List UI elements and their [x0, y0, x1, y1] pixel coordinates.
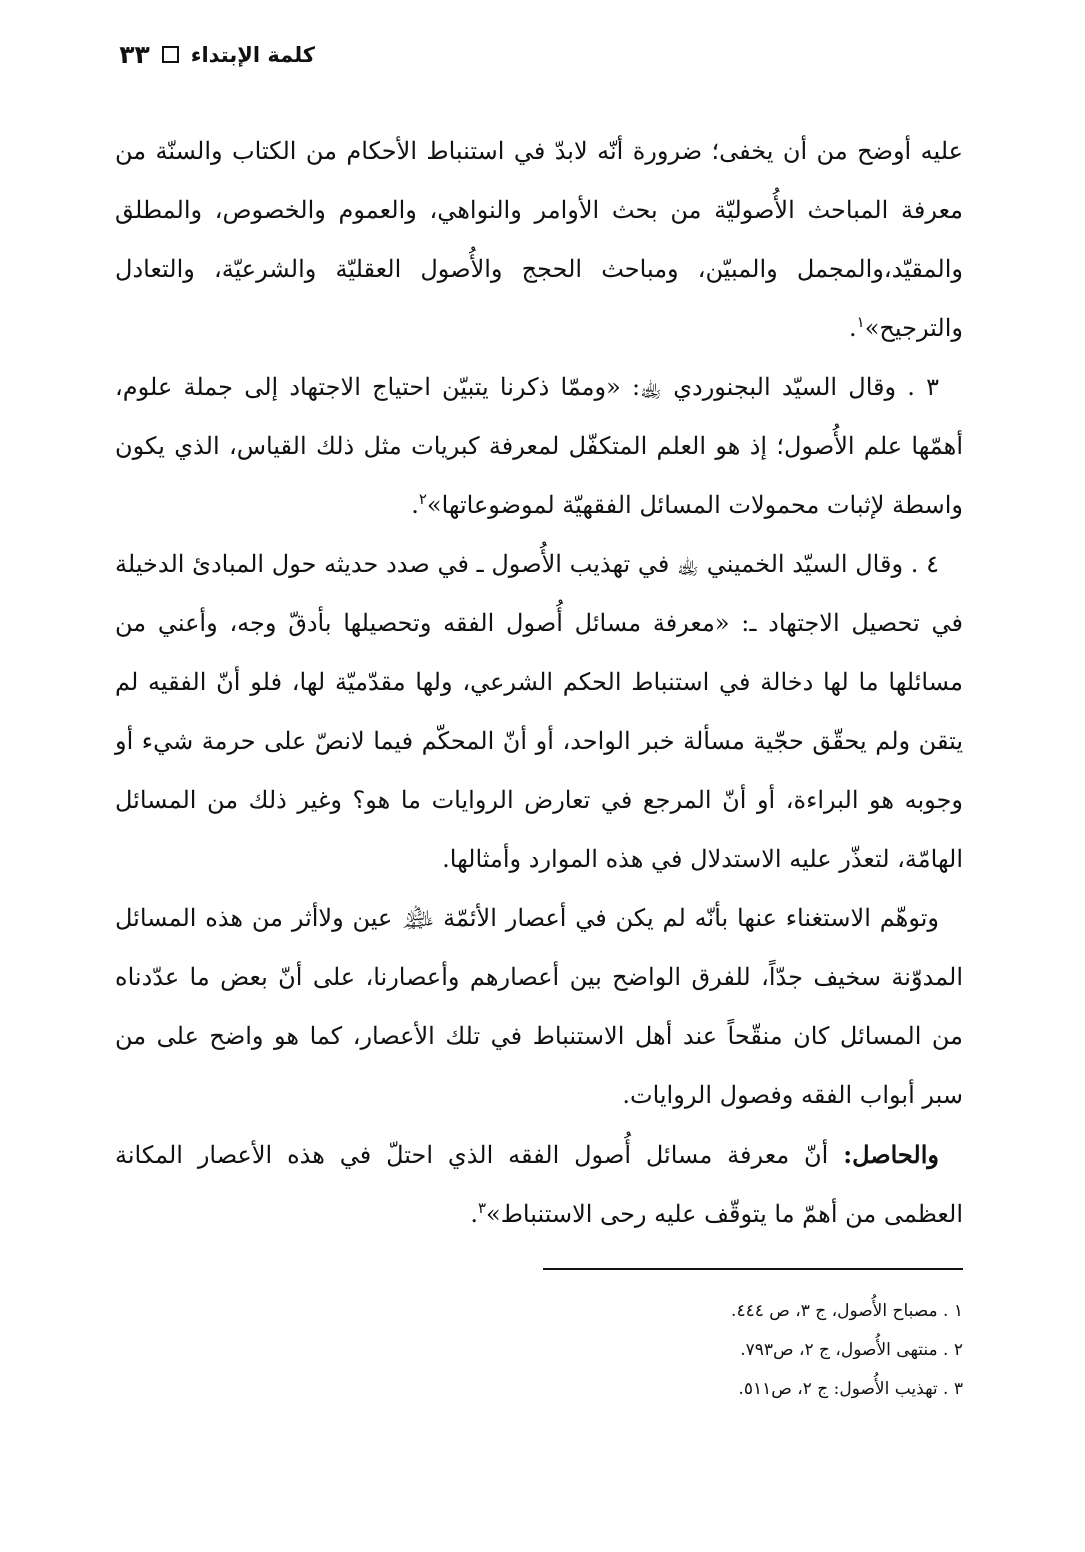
footnote-item: ٢ . منتهى الأُصول، ج ٢، ص٧٩٣. — [740, 1340, 963, 1360]
paragraph-imams-era — [115, 889, 963, 1125]
footnote-item: ١ . مصباح الأُصول، ج ٣، ص ٤٤٤. — [731, 1301, 963, 1321]
paragraph-text: أنّ معرفة مسائل أُصول الفقه الذي احتلّ في هذه الأعصار المكانة العظمى من أهمّ ما يتوقّف عليه رحى الاستنباط» — [115, 1141, 963, 1228]
square-ornament-icon — [162, 46, 179, 63]
paragraph-bujnurdi-quote — [115, 358, 963, 535]
paragraph-conclusion — [115, 1125, 963, 1244]
footnote-reference: ٣ — [477, 1199, 487, 1217]
sentence-end: . — [411, 491, 419, 519]
paragraph-lead-word: والحاصل: — [843, 1140, 939, 1169]
paragraph-continuation — [115, 122, 963, 358]
sentence-end: . — [470, 1200, 478, 1228]
footnote-item: ٣ . تهذيب الأُصول: ج ٢، ص٥١١. — [738, 1379, 963, 1399]
paragraph-text: عليه أوضح من أن يخفى؛ ضرورة أنّه لابدّ في استنباط الأحكام من الكتاب والسنّة من معرفة المباحث الأُصوليّة من بحث الأوامر والنواهي، والعموم والخصوص، والمطلق والمقيّد،والمجمل والمبيّن، ومباحث الحجج والأُصول العقليّة والشرعيّة، والتعادل والترجيح» — [115, 137, 964, 342]
footnote-reference: ١ — [856, 313, 865, 331]
footnotes — [403, 1292, 963, 1409]
paragraph-text: ٤ . وقال السيّد الخميني ﵀ في تهذيب الأُصول ـ في صدد حديثه حول المبادئ الدخيلة في تحصيل الاجتهاد ـ: «معرفة مسائل أُصول الفقه وتحصيلها بأدقّ وجه، وأعني من مسائلها ما لها دخالة في استنباط الحكم الشرعي، ولها مقدّميّة لها، فلو أنّ الفقيه لم يتقن ولم يحقّق حجّية مسألة خبر الواحد، أو أنّ المحكّم فيما لانصّ على حرمة شيء أو وجوبه هو البراءة، أو أنّ المرجع في تعارض الروايات ما هو؟ وغير ذلك من المسائل الهامّة، لتعذّر عليه الاستدلال في هذه الموارد وأمثالها. — [115, 550, 964, 873]
sentence-end: . — [848, 314, 857, 342]
chapter-title: كلمة الإبتداء — [190, 42, 315, 67]
main-text — [115, 122, 963, 1244]
running-header — [55, 40, 315, 69]
page-number: ٣٣ — [119, 40, 150, 69]
paragraph-text: ٣ . وقال السيّد البجنوردي ﵀: «وممّا ذكرنا يتبيّن احتياج الاجتهاد إلى جملة علوم، أهمّها علم الأُصول؛ إذ هو العلم المتكفّل لمعرفة كبريات مثل ذلك القياس، الذي يكون واسطة لإثبات محمولات المسائل الفقهيّة لموضوعاتها» — [115, 373, 963, 519]
footnote-separator — [543, 1268, 963, 1270]
footnote-reference: ٢ — [418, 490, 427, 508]
paragraph-text: وتوهّم الاستغناء عنها بأنّه لم يكن في أعصار الأئمّة ﵈ عين ولاأثر من هذه المسائل المدوّنة سخيف جدّاً، للفرق الواضح بين أعصارهم وأعصارنا، على أنّ بعض ما عدّدناه من المسائل كان منقّحاً عند أهل الاستنباط في تلك الأعصار، كما هو واضح على من سبر أبواب الفقه وفصول الروايات. — [115, 904, 963, 1109]
paragraph-khomeini-quote — [115, 535, 963, 889]
